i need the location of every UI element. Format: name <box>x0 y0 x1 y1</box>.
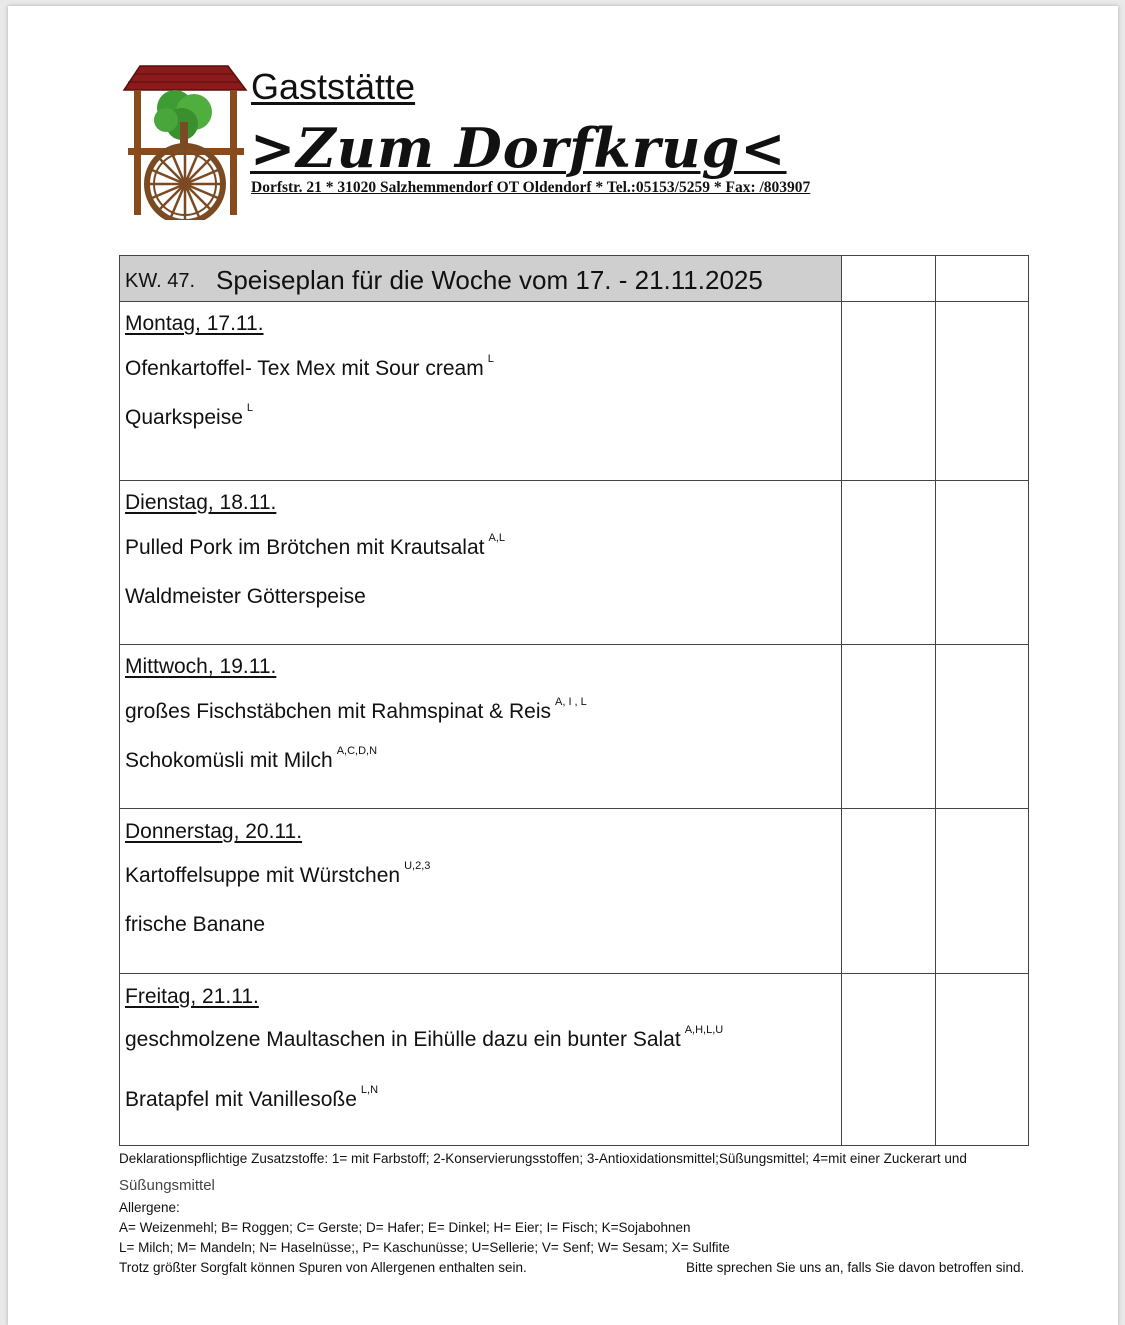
logo <box>120 60 250 220</box>
main-dish: Ofenkartoffel- Tex Mex mit Sour cream $^L$ <box>125 353 494 380</box>
restaurant-address: Dorfstr. 21 * 31020 Salzhemmendorf OT Oldendorf * Tel.:05153/5259 * Fax: /803907 <box>251 179 811 196</box>
plan-title: Speiseplan für die Woche vom 17. - 21.11.2025 <box>216 265 763 295</box>
table-row <box>120 301 1028 480</box>
contact-note: Bitte sprechen Sie uns an, falls Sie davon betroffen sind. <box>686 1260 1025 1275</box>
table-row <box>120 973 1028 1145</box>
restaurant-name: >Zum Dorfkrug< <box>250 116 787 180</box>
dessert: frische Banane <box>125 913 266 936</box>
day-label: Freitag, 21.11. <box>125 985 259 1008</box>
day-label: Mittwoch, 19.11. <box>125 655 277 678</box>
table-row <box>120 808 1028 973</box>
main-dish: geschmolzene Maultaschen in Eihülle dazu ein bunter Salat $^{A,H,L,U}$ <box>125 1024 724 1051</box>
additives-note: Deklarationspflichtige Zusatzstoffe: 1= mit Farbstoff; 2-Konservierungsstoffen; 3-Antioxidationsmittel;Süßungsmittel; 4=mit einer Zuckerart und <box>119 1151 967 1166</box>
main-dish: Pulled Pork im Brötchen mit Krautsalat $^{A,L}$ <box>125 532 505 559</box>
restaurant-type: Gaststätte <box>251 66 416 107</box>
dessert: Bratapfel mit Vanillesoße $^{L,N}$ <box>125 1084 379 1111</box>
day-label: Montag, 17.11. <box>125 312 264 335</box>
allergens-list-2: L= Milch; M= Mandeln; N= Haselnüsse;, P= Kaschunüsse; U=Sellerie; V= Senf; W= Sesam; X= Sulfite <box>119 1240 730 1255</box>
main-dish: großes Fischstäbchen mit Rahmspinat & Reis $^{A, I , L}$ <box>125 696 587 723</box>
dessert: Schokomüsli mit Milch $^{A,C,D,N}$ <box>125 745 378 772</box>
calendar-week: KW. 47. <box>125 270 196 292</box>
dessert: Waldmeister Götterspeise <box>125 585 366 608</box>
table-row <box>120 644 1028 808</box>
traces-note: Trotz größter Sorgfalt können Spuren von Allergenen enthalten sein. <box>119 1260 527 1275</box>
additives-note-cont: Süßungsmittel <box>119 1177 215 1194</box>
allergens-list-1: A= Weizenmehl; B= Roggen; C= Gerste; D= Hafer; E= Dinkel; H= Eier; I= Fisch; K=Sojabohnen <box>119 1220 691 1235</box>
main-dish: Kartoffelsuppe mit Würstchen $^{U,2,3}$ <box>125 860 431 887</box>
dessert: Quarkspeise $^L$ <box>125 402 254 429</box>
allergens-heading: Allergene: <box>119 1200 180 1215</box>
table-row <box>120 480 1028 644</box>
day-label: Dienstag, 18.11. <box>125 491 277 514</box>
table-header-row <box>120 256 1028 301</box>
day-label: Donnerstag, 20.11. <box>125 820 303 843</box>
menu-table <box>119 255 1029 1146</box>
